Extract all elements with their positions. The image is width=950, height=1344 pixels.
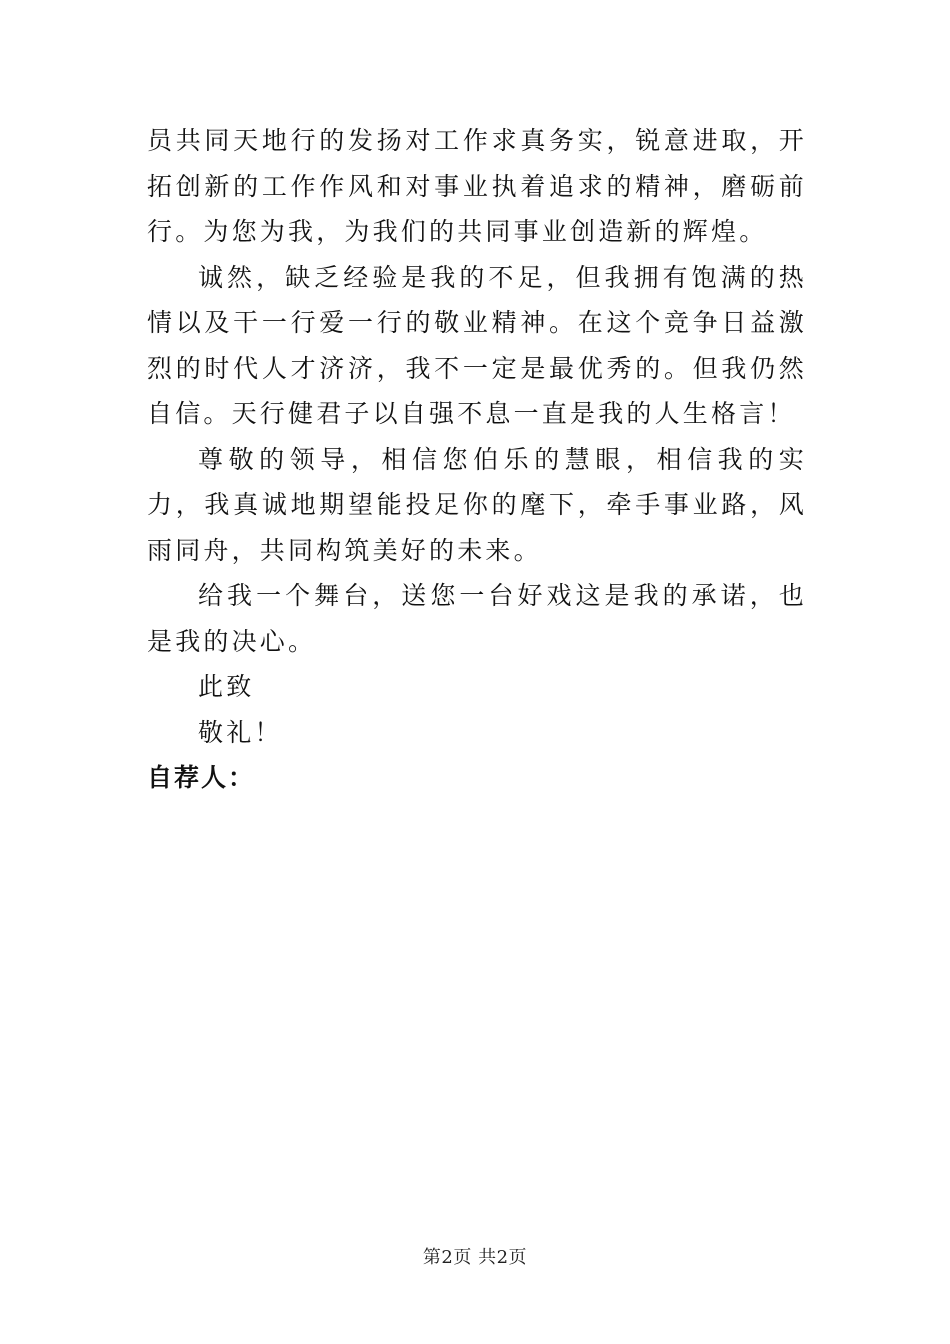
- paragraph-experience: 诚然，缺乏经验是我的不足，但我拥有饱满的热情以及干一行爱一行的敬业精神。在这个竞争日益激烈的时代人才济济，我不一定是最优秀的。但我仍然自信。天行健君子以自强不息一直是我的人生格言！: [147, 262, 807, 428]
- paragraph-continuation: 员共同天地行的发扬对工作求真务实，锐意进取，开拓创新的工作作风和对事业执着追求的精神，磨砺前行。为您为我，为我们的共同事业创造新的辉煌。: [147, 126, 807, 246]
- page-number-footer: 第2页 共2页: [422, 1247, 528, 1268]
- paragraph-promise: 给我一个舞台，送您一台好戏这是我的承诺，也是我的决心。: [147, 581, 807, 656]
- letter-body: [147, 118, 807, 801]
- closing-regards: 敬礼！: [198, 717, 283, 747]
- paragraph-leaders: 尊敬的领导，相信您伯乐的慧眼，相信我的实力，我真诚地期望能投足你的麾下，牵手事业路，风雨同舟，共同构筑美好的未来。: [147, 444, 807, 565]
- signature-label: 自荐人：: [147, 763, 256, 792]
- closing-salutation: 此致: [198, 672, 255, 701]
